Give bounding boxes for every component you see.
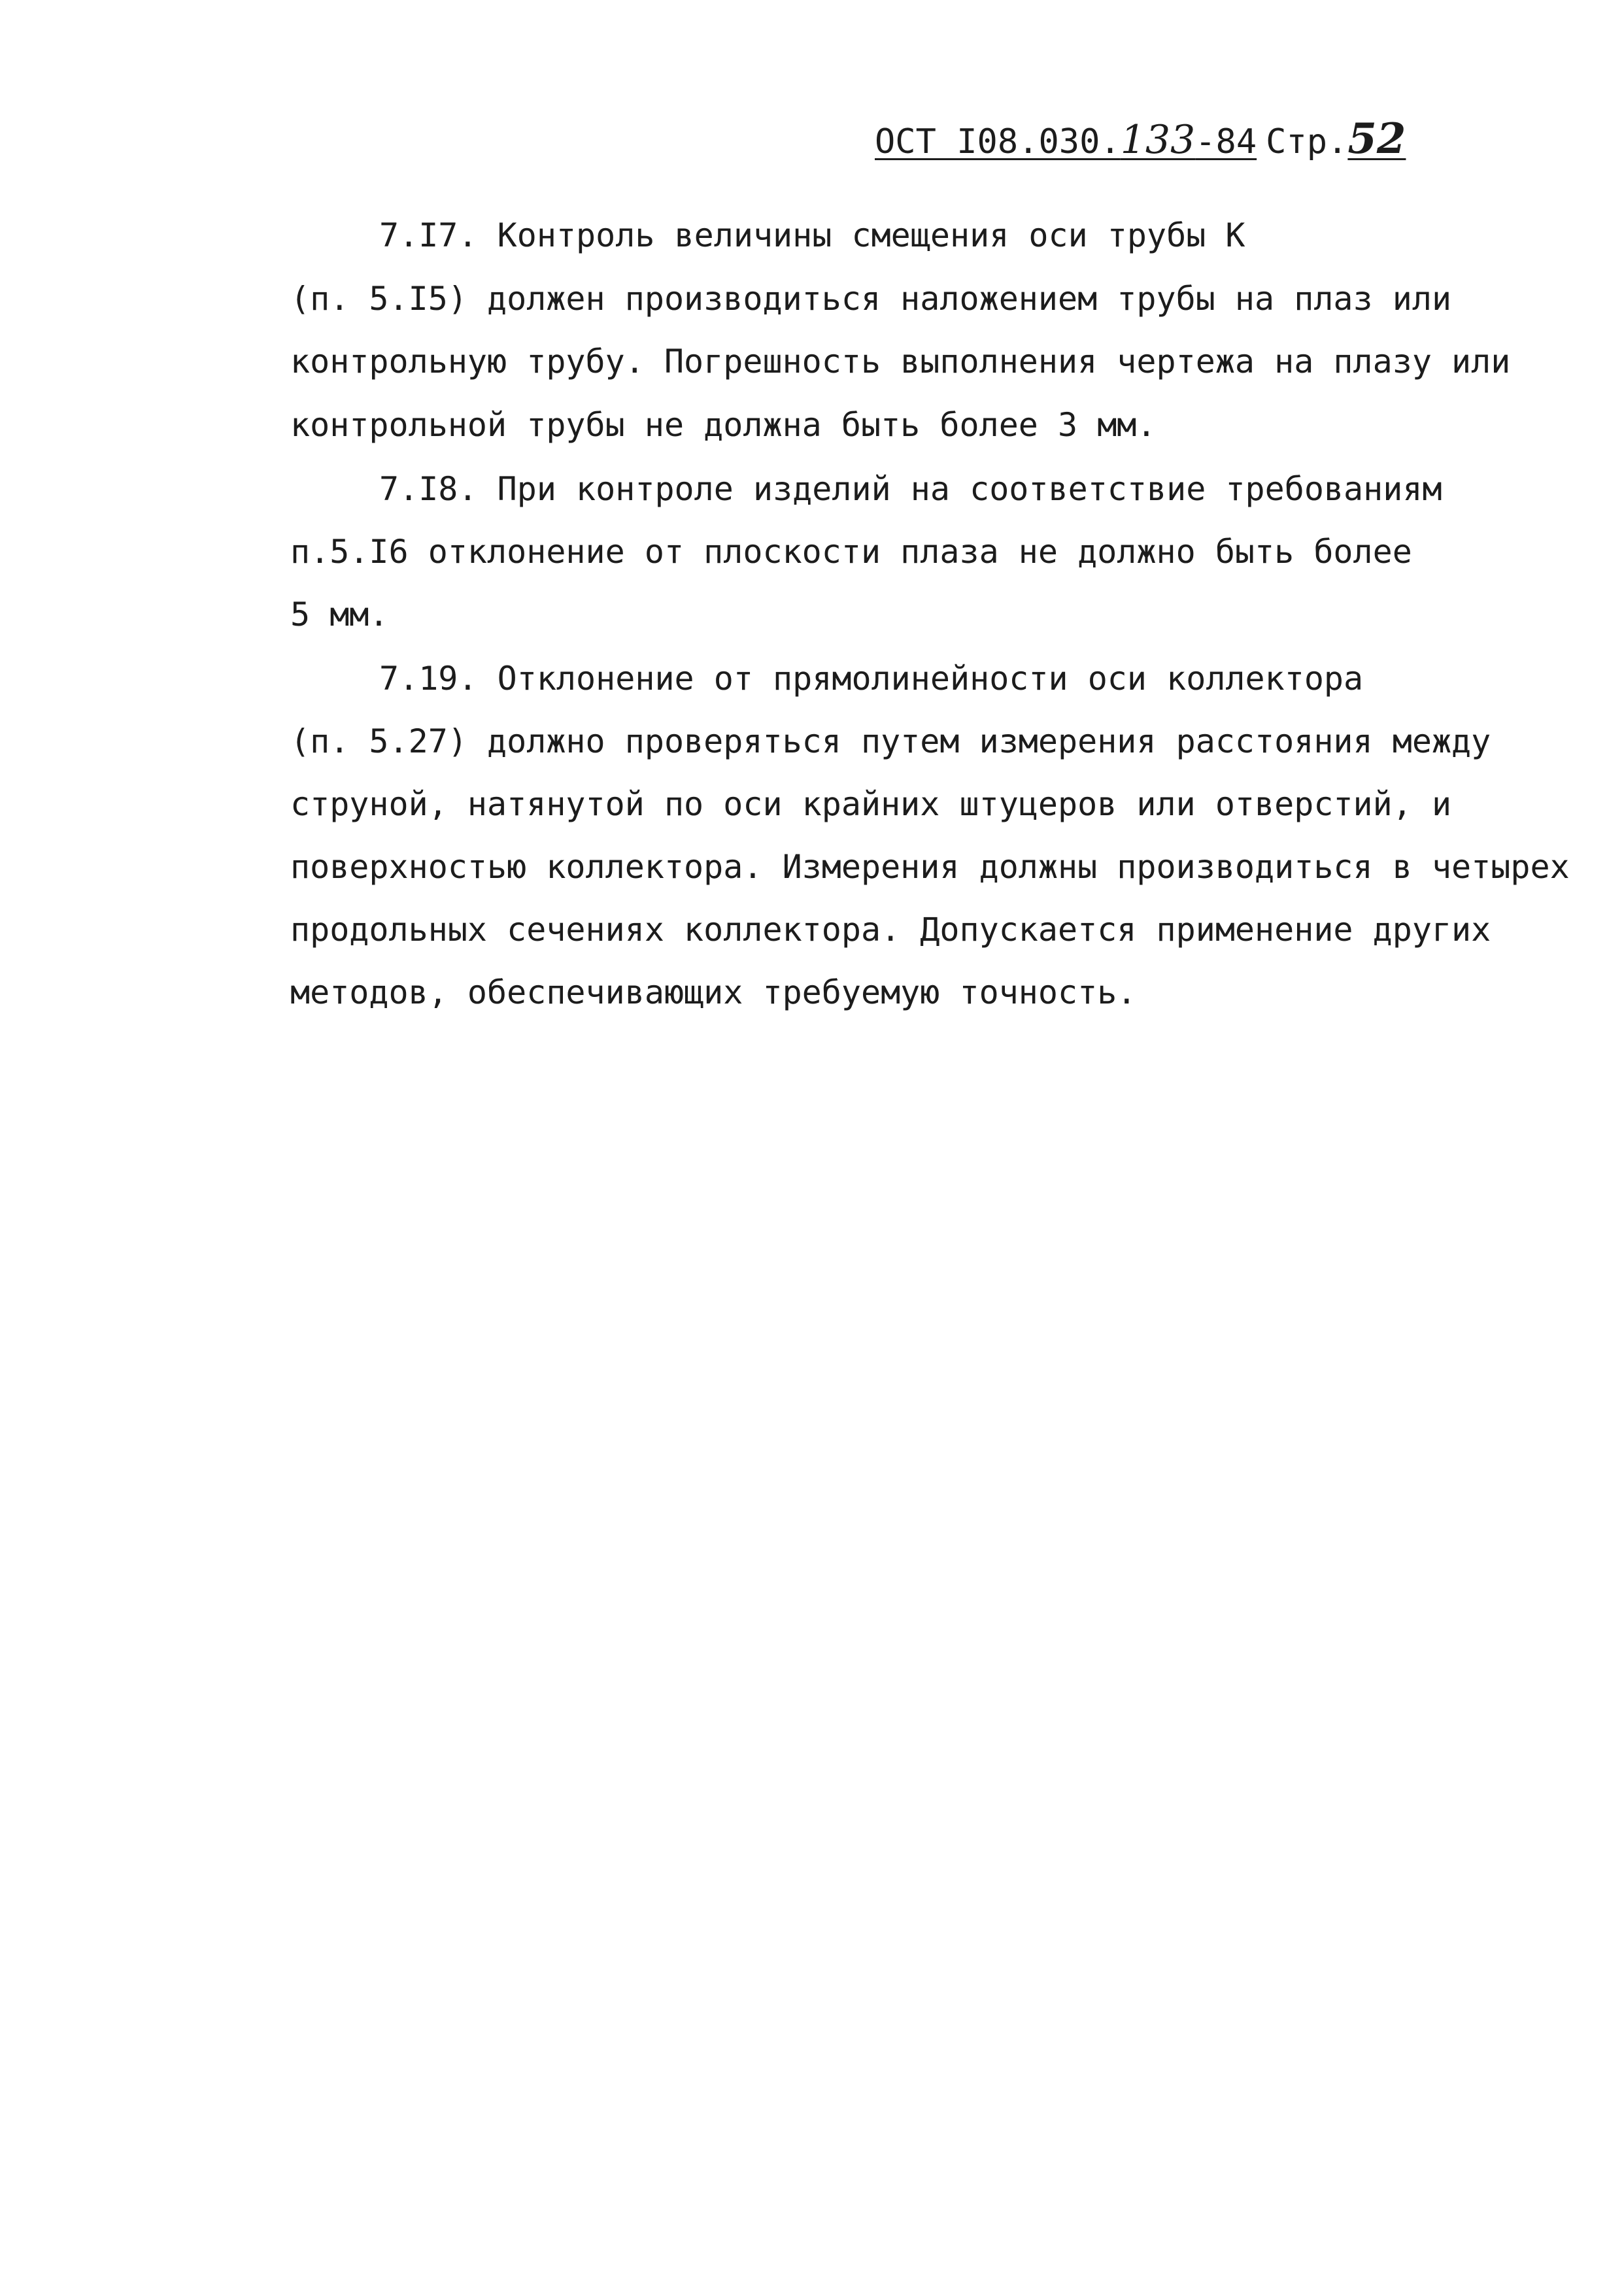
paragraph-number: 7.19. [379,660,478,698]
standard-number-handwritten: 133 [1120,117,1196,163]
page-label: Стр. [1266,122,1348,161]
paragraph-7-17-line-3: контрольную трубу. Погрешность выполнения чертежа на плазу или [290,343,1511,380]
paragraph-text: Контроль величины смещения оси трубы К [497,216,1245,254]
paragraph-7-17-line-4: контрольной трубы не должна быть более 3 мм. [290,406,1157,444]
paragraph-7-17-line-2: (п. 5.I5) должен производиться наложением трубы на плаз или [290,280,1452,318]
page-number: 52 [1347,114,1406,163]
standard-year: -84 [1195,122,1257,161]
paragraph-7-18-line-1 [379,469,1442,509]
paragraph-7-19-line-2: (п. 5.27) должно проверяться путем измерения расстояния между [290,722,1491,760]
paragraph-7-19-line-1 [379,659,1363,698]
paragraph-number: 7.I8. [379,470,478,508]
paragraph-7-19-line-3: струной, натянутой по оси крайних штуцеров или отверстий, и [290,785,1452,823]
paragraph-7-19-line-4: поверхностью коллектора. Измерения должны производиться в четырех [290,848,1570,886]
paragraph-7-19-line-6: методов, обеспечивающих требуемую точность. [290,973,1137,1011]
paragraph-number: 7.I7. [379,216,478,254]
paragraph-7-17-line-1 [379,216,1245,255]
paragraph-7-18-line-3: 5 мм. [290,596,389,633]
paragraph-7-19-line-5: продольных сечениях коллектора. Допускается применение других [290,911,1491,949]
standard-designation: ОСТ I08.030. [875,122,1121,161]
page-header [875,116,1406,165]
paragraph-text: Отклонение от прямолинейности оси коллектора [497,660,1364,698]
paragraph-7-18-line-2: п.5.I6 отклонение от плоскости плаза не должно быть более [290,533,1412,571]
paragraph-text: При контроле изделий на соответствие требованиям [497,470,1442,508]
